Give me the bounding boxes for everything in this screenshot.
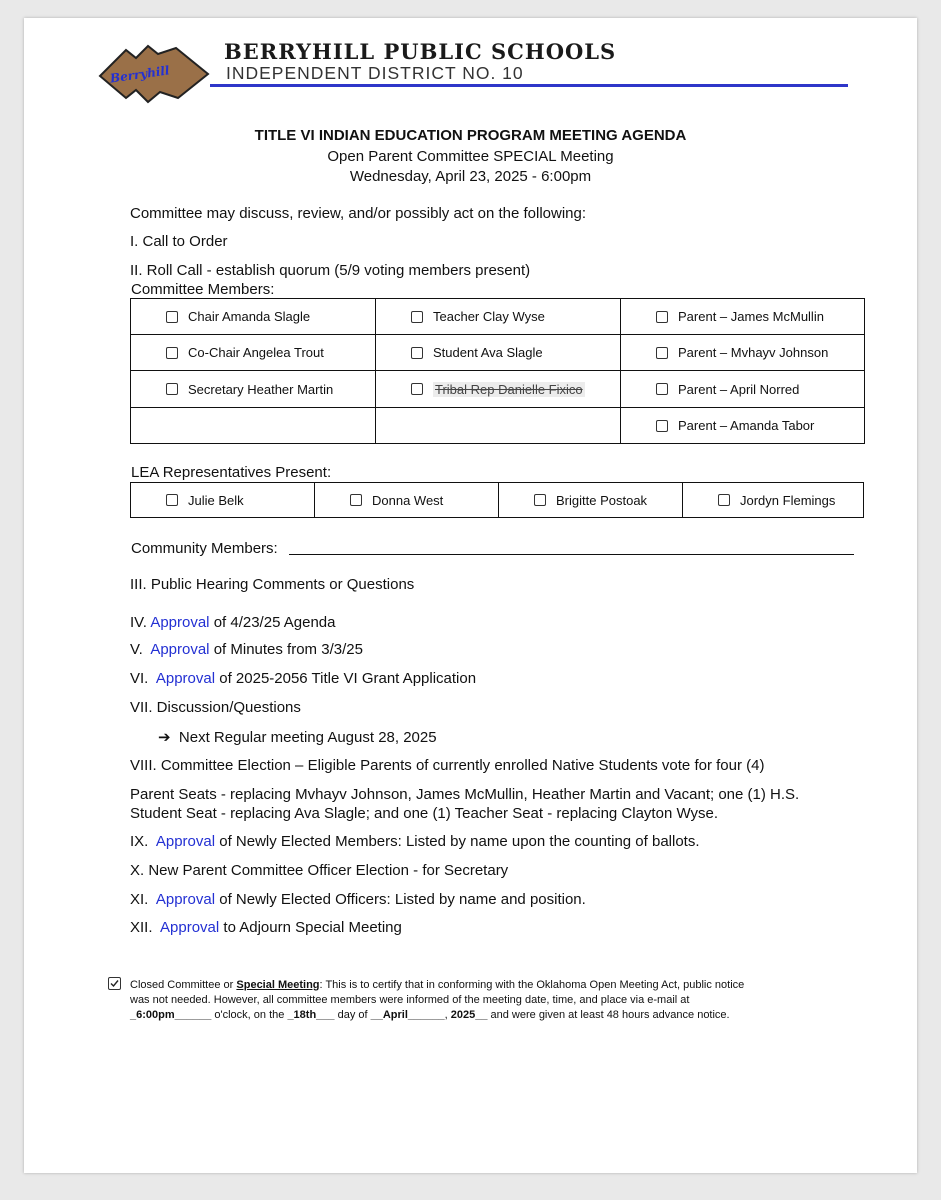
approval-link: Approval bbox=[155, 670, 216, 687]
approval-link: Approval bbox=[150, 614, 210, 631]
member-parent-4[interactable]: Parent – Amanda Tabor bbox=[621, 418, 864, 433]
checkbox[interactable] bbox=[656, 311, 668, 323]
checkbox[interactable] bbox=[411, 347, 423, 359]
member-teacher[interactable]: Teacher Clay Wyse bbox=[376, 309, 620, 324]
arrowhead-logo bbox=[96, 40, 214, 106]
notice-line-1: Closed Committee or Special Meeting: This is to certify that in conforming with the Oklahoma Open Meeting Act, public notice bbox=[130, 979, 745, 991]
checkbox[interactable] bbox=[718, 494, 730, 506]
checkbox[interactable] bbox=[534, 494, 546, 506]
checkbox[interactable] bbox=[656, 383, 668, 395]
committee-table bbox=[130, 298, 865, 444]
member-secretary[interactable]: Secretary Heather Martin bbox=[131, 382, 375, 397]
member-tribal-rep[interactable] bbox=[376, 382, 620, 397]
item-officer-election: X. New Parent Committee Officer Election - for Secretary bbox=[130, 862, 509, 879]
member-chair[interactable]: Chair Amanda Slagle bbox=[131, 309, 375, 324]
notice-line-3: _6:00pm______ o'clock, on the _18th___ day of __April______, 2025__ and were given at least 48 hours advance notice. bbox=[130, 1009, 730, 1021]
school-name: BERRYHILL PUBLIC SCHOOLS bbox=[224, 39, 617, 64]
item-approval-grant: VI. Approval of 2025-2056 Title VI Grant Application bbox=[130, 670, 477, 687]
member-student[interactable]: Student Ava Slagle bbox=[376, 345, 620, 360]
checkbox[interactable] bbox=[411, 383, 423, 395]
item-public-hearing: III. Public Hearing Comments or Questions bbox=[130, 576, 415, 593]
logo-text: Berryhill bbox=[109, 63, 171, 86]
checkbox[interactable] bbox=[166, 494, 178, 506]
lea-table bbox=[130, 482, 864, 518]
community-members-blank[interactable] bbox=[289, 554, 854, 555]
community-members-label: Community Members: bbox=[131, 540, 278, 557]
lea-rep-4[interactable]: Jordyn Flemings bbox=[683, 493, 863, 508]
checkbox[interactable] bbox=[166, 383, 178, 395]
item-approval-officers: XI. Approval of Newly Elected Officers: Listed by name and position. bbox=[130, 891, 586, 908]
lea-label: LEA Representatives Present: bbox=[131, 464, 332, 481]
district-name: INDEPENDENT DISTRICT NO. 10 bbox=[226, 63, 524, 83]
approval-link: Approval bbox=[150, 641, 210, 658]
agenda-date: Wednesday, April 23, 2025 - 6:00pm bbox=[349, 168, 592, 185]
lea-rep-2[interactable]: Donna West bbox=[315, 493, 498, 508]
checkbox[interactable] bbox=[411, 311, 423, 323]
checked-checkbox-icon[interactable] bbox=[108, 977, 121, 990]
item-election-line2: Parent Seats - replacing Mvhayv Johnson, James McMullin, Heather Martin and Vacant; one (1) H.S. bbox=[130, 786, 800, 803]
agenda-title: TITLE VI INDIAN EDUCATION PROGRAM MEETING AGENDA bbox=[254, 127, 687, 144]
item-committee-election: VIII. Committee Election – Eligible Parents of currently enrolled Native Students vote for four (4) bbox=[130, 757, 765, 774]
item-roll-call: II. Roll Call - establish quorum (5/9 voting members present) bbox=[130, 262, 531, 279]
open-meeting-notice bbox=[130, 978, 830, 1023]
committee-members-label: Committee Members: bbox=[131, 281, 275, 298]
member-parent-2[interactable]: Parent – Mvhayv Johnson bbox=[621, 345, 864, 360]
checkbox[interactable] bbox=[350, 494, 362, 506]
agenda-page bbox=[24, 18, 917, 1173]
notice-line-2: was not needed. However, all committee members were informed of the meeting date, time, and place via e-mail at bbox=[130, 994, 690, 1006]
header-rule bbox=[210, 84, 848, 87]
agenda-subtitle: Open Parent Committee SPECIAL Meeting bbox=[327, 148, 614, 165]
approval-link: Approval bbox=[160, 919, 220, 936]
struck-name: Tribal Rep Danielle Fixico bbox=[435, 381, 583, 397]
item-approval-adjourn: XII. Approval to Adjourn Special Meeting bbox=[130, 919, 402, 936]
member-parent-1[interactable]: Parent – James McMullin bbox=[621, 309, 864, 324]
checkbox[interactable] bbox=[166, 311, 178, 323]
member-parent-3[interactable]: Parent – April Norred bbox=[621, 382, 864, 397]
member-co-chair[interactable]: Co-Chair Angelea Trout bbox=[131, 345, 375, 360]
lea-rep-1[interactable]: Julie Belk bbox=[131, 493, 314, 508]
approval-link: Approval bbox=[155, 833, 216, 850]
item-approval-agenda: IV. Approval of 4/23/25 Agenda bbox=[130, 614, 336, 631]
item-approval-members: IX. Approval of Newly Elected Members: Listed by name upon the counting of ballots. bbox=[130, 833, 700, 850]
lea-rep-3[interactable]: Brigitte Postoak bbox=[499, 493, 682, 508]
item-discussion: VII. Discussion/Questions bbox=[130, 699, 301, 716]
checkbox[interactable] bbox=[166, 347, 178, 359]
checkbox[interactable] bbox=[656, 347, 668, 359]
checkbox[interactable] bbox=[656, 420, 668, 432]
item-call-to-order: I. Call to Order bbox=[130, 233, 228, 250]
empty-cell bbox=[376, 408, 621, 444]
empty-cell bbox=[131, 408, 376, 444]
item-next-meeting: ➔ Next Regular meeting August 28, 2025 bbox=[158, 728, 437, 746]
approval-link: Approval bbox=[155, 891, 216, 908]
intro-text: Committee may discuss, review, and/or possibly act on the following: bbox=[130, 205, 587, 222]
item-election-line3: Student Seat - replacing Ava Slagle; and one (1) Teacher Seat - replacing Clayton Wyse. bbox=[130, 805, 718, 822]
item-approval-minutes: V. Approval of Minutes from 3/3/25 bbox=[130, 641, 363, 658]
arrow-icon: ➔ bbox=[158, 728, 171, 746]
